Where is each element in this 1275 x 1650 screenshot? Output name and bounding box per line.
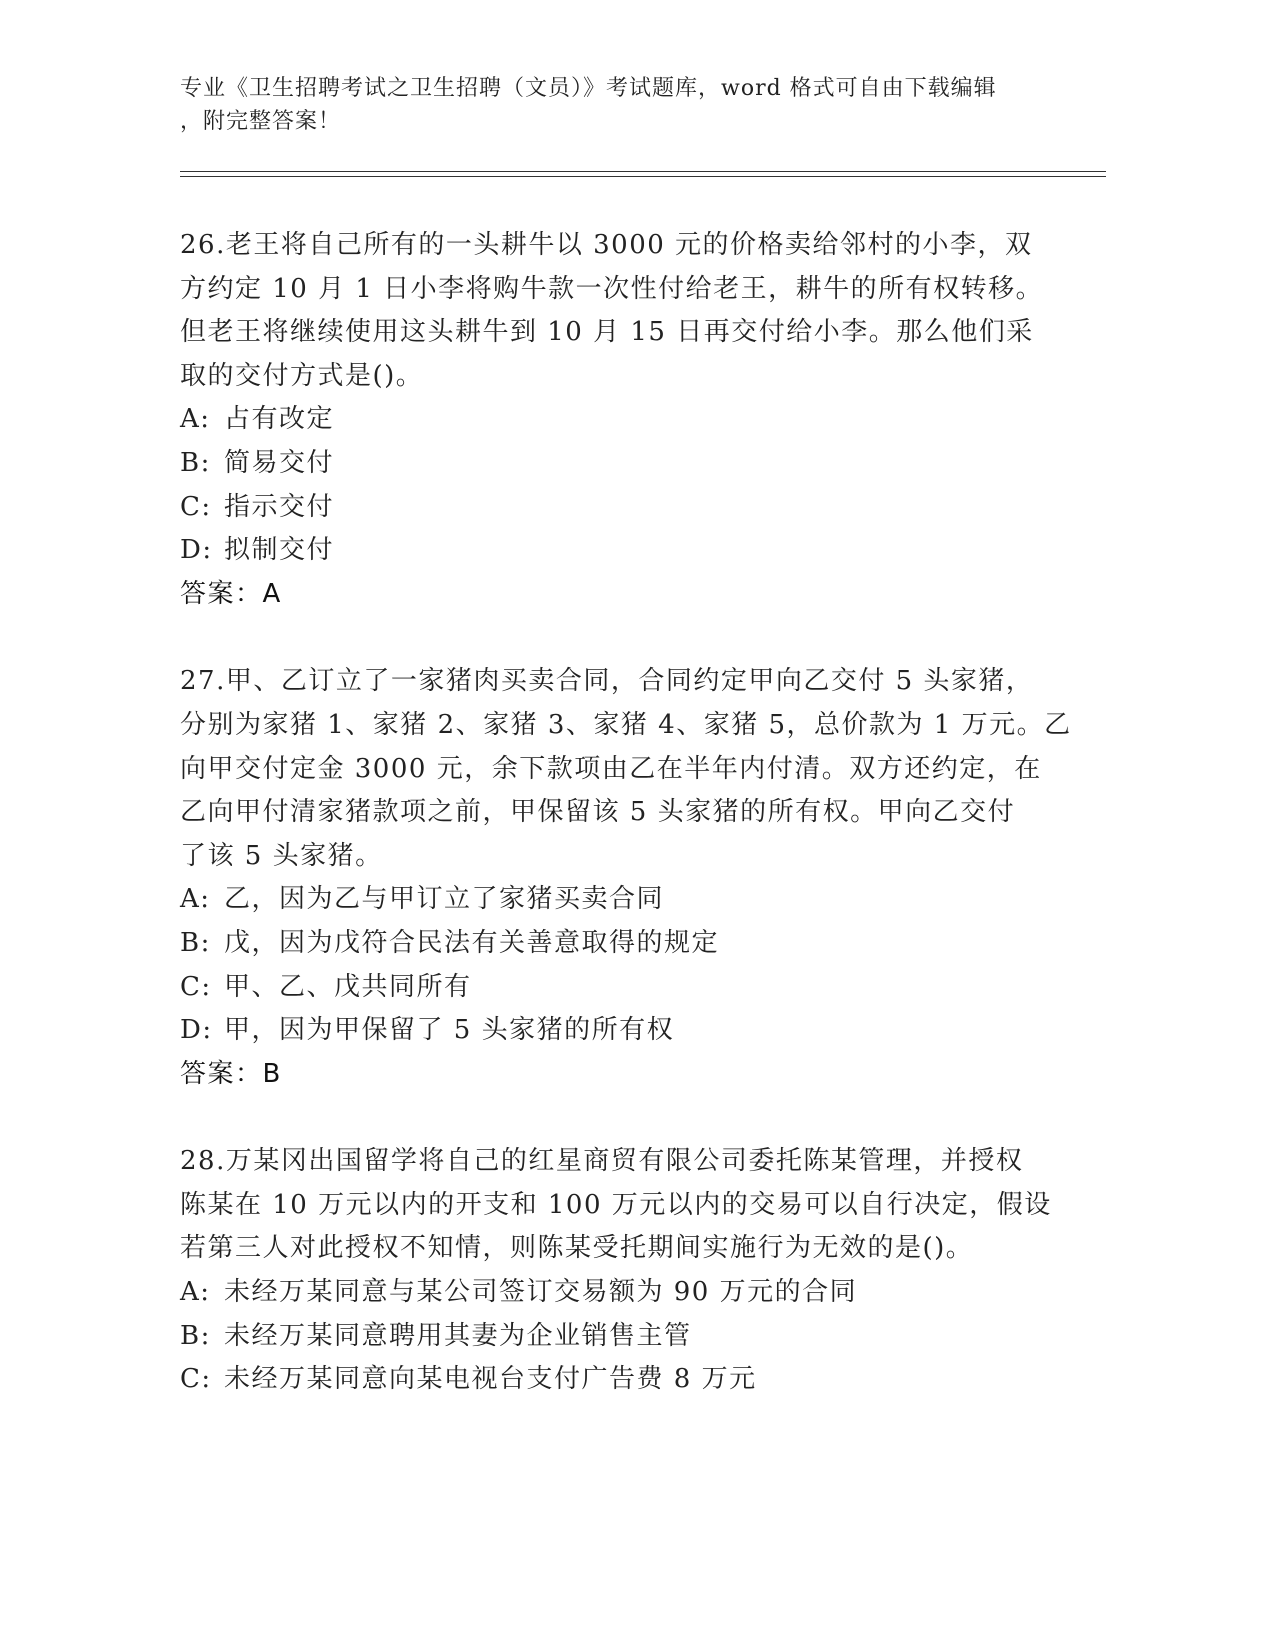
- document-header: [180, 72, 1060, 138]
- stem-line: 取的交付方式是()。: [180, 360, 424, 391]
- option-key: B:: [180, 1320, 211, 1351]
- option-c: [180, 966, 1080, 1010]
- question-27: [180, 660, 1080, 1096]
- option-key: A:: [180, 884, 211, 915]
- option-d: [180, 529, 1080, 573]
- question-stem: [180, 1140, 1080, 1271]
- question-28: [180, 1140, 1080, 1402]
- option-a: [180, 398, 1080, 442]
- answer-line: 答案：A: [180, 578, 282, 609]
- option-key: B:: [180, 927, 211, 958]
- option-text: 简易交付: [224, 447, 335, 478]
- option-text: 乙，因为乙与甲订立了家猪买卖合同: [224, 884, 665, 915]
- header-divider-top: [180, 171, 1106, 172]
- stem-line: 26.老王将自己所有的一头耕牛以 3000 元的价格卖给邻村的小李，双: [180, 230, 1033, 260]
- stem-line: 27.甲、乙订立了一家猪肉买卖合同，合同约定甲向乙交付 5 头家猪，: [180, 666, 1034, 697]
- option-d: [180, 1009, 1080, 1053]
- stem-line: 28.万某冈出国留学将自己的红星商贸有限公司委托陈某管理，并授权: [180, 1146, 1024, 1177]
- option-key: B:: [180, 447, 211, 478]
- option-b: [180, 922, 1080, 966]
- stem-line: 但老王将继续使用这头耕牛到 10 月 15 日再交付给小李。那么他们采: [180, 317, 1034, 348]
- option-key: C:: [180, 971, 212, 1002]
- option-text: 甲，因为甲保留了 5 头家猪的所有权: [224, 1015, 675, 1046]
- option-key: D:: [180, 1015, 213, 1046]
- option-text: 未经万某同意聘用其妻为企业销售主管: [224, 1320, 692, 1351]
- option-key: C:: [180, 1364, 212, 1395]
- option-b: [180, 442, 1080, 486]
- option-text: 未经万某同意与某公司签订交易额为 90 万元的合同: [224, 1277, 858, 1308]
- header-line-2: ，附完整答案！: [180, 109, 342, 134]
- option-b: [180, 1315, 1080, 1359]
- question-list: [180, 224, 1080, 1446]
- stem-line: 若第三人对此授权不知情，则陈某受托期间实施行为无效的是()。: [180, 1233, 974, 1264]
- stem-line: 方约定 10 月 1 日小李将购牛款一次性付给老王，耕牛的所有权转移。: [180, 273, 1044, 304]
- option-key: A:: [180, 404, 211, 435]
- option-c: [180, 486, 1080, 530]
- stem-line: 分别为家猪 1、家猪 2、家猪 3、家猪 4、家猪 5，总价款为 1 万元。乙: [180, 709, 1072, 740]
- stem-line: 向甲交付定金 3000 元，余下款项由乙在半年内付清。双方还约定，在: [180, 753, 1042, 784]
- option-text: 拟制交付: [224, 535, 335, 566]
- stem-line: 了该 5 头家猪。: [180, 840, 383, 871]
- option-a: [180, 1271, 1080, 1315]
- question-stem: [180, 660, 1080, 878]
- option-key: C:: [180, 491, 212, 522]
- stem-line: 乙向甲付清家猪款项之前，甲保留该 5 头家猪的所有权。甲向乙交付: [180, 797, 1016, 828]
- question-26: [180, 224, 1080, 616]
- option-a: [180, 878, 1080, 922]
- stem-line: 陈某在 10 万元以内的开支和 100 万元以内的交易可以自行决定，假设: [180, 1189, 1052, 1220]
- header-line-1: 专业《卫生招聘考试之卫生招聘（文员）》考试题库，word 格式可自由下载编辑: [180, 76, 997, 101]
- option-text: 甲、乙、戊共同所有: [224, 971, 472, 1002]
- option-text: 未经万某同意向某电视台支付广告费 8 万元: [224, 1364, 757, 1395]
- option-text: 指示交付: [224, 491, 335, 522]
- option-text: 戊，因为戊符合民法有关善意取得的规定: [224, 927, 720, 958]
- question-stem: [180, 224, 1080, 398]
- option-text: 占有改定: [224, 404, 335, 435]
- header-divider-bottom: [180, 176, 1106, 177]
- answer-line: 答案：B: [180, 1058, 282, 1089]
- option-c: [180, 1358, 1080, 1402]
- option-key: A:: [180, 1277, 211, 1308]
- option-key: D:: [180, 535, 213, 566]
